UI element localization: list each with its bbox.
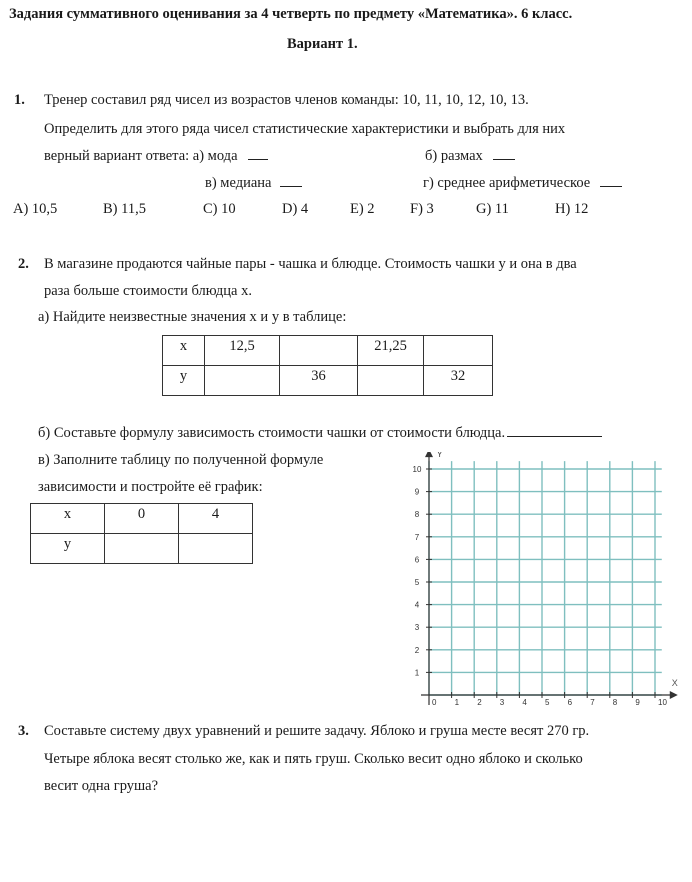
y-axis-label: Y bbox=[437, 452, 443, 460]
option-f[interactable]: F) 3 bbox=[410, 201, 434, 217]
table2-cell[interactable] bbox=[179, 534, 253, 564]
answer-blank-range[interactable] bbox=[493, 148, 515, 160]
task1-mode-label: верный вариант ответа: а) мода bbox=[44, 148, 238, 164]
answer-blank-mean[interactable] bbox=[600, 175, 622, 187]
task1-median-label: в) медиана bbox=[205, 175, 272, 191]
table2-cell[interactable]: 0 bbox=[105, 504, 179, 534]
variant-title: Вариант 1. bbox=[287, 36, 358, 52]
x-tick-label: 6 bbox=[567, 698, 573, 707]
x-tick-label: 10 bbox=[658, 698, 667, 707]
table2-row-y bbox=[31, 534, 253, 564]
table1-row-y bbox=[163, 366, 493, 396]
doc-title: Задания суммативного оценивания за 4 четверть по предмету «Математика». 6 класс. bbox=[9, 6, 573, 22]
y-tick-label: 3 bbox=[414, 623, 420, 633]
task3-number: 3. bbox=[18, 723, 29, 739]
y-tick-label: 7 bbox=[414, 532, 420, 542]
coordinate-grid[interactable] bbox=[405, 452, 685, 714]
task1-number: 1. bbox=[14, 92, 25, 108]
task1-range-label: б) размах bbox=[425, 148, 483, 164]
task2-line2: раза больше стоимости блюдца х. bbox=[44, 283, 252, 299]
y-tick-label: 6 bbox=[414, 555, 420, 565]
table2-cell[interactable]: 4 bbox=[179, 504, 253, 534]
table2-y-label: y bbox=[31, 534, 105, 564]
x-tick-label: 5 bbox=[545, 698, 550, 707]
option-h[interactable]: H) 12 bbox=[555, 201, 589, 217]
option-e[interactable]: Е) 2 bbox=[350, 201, 375, 217]
table2-cell[interactable] bbox=[105, 534, 179, 564]
table2-row-x bbox=[31, 504, 253, 534]
table2-x-label: x bbox=[31, 504, 105, 534]
task3-line2: Четыре яблока весят столько же, как и пять груш. Сколько весит одно яблоко и сколько bbox=[44, 751, 583, 767]
task1-line1: Тренер составил ряд чисел из возрастов членов команды: 10, 11, 10, 12, 10, 13. bbox=[44, 92, 529, 108]
y-tick-label: 10 bbox=[412, 465, 422, 474]
table1-cell[interactable]: 32 bbox=[424, 366, 493, 396]
option-g[interactable]: G) 11 bbox=[476, 201, 509, 217]
x-tick-label: 8 bbox=[612, 698, 618, 707]
task1-line2: Определить для этого ряда чисел статистические характеристики и выбрать для них bbox=[44, 121, 566, 137]
task2-a: а) Найдите неизвестные значения х и у в таблице: bbox=[38, 309, 347, 325]
task2-b-label: б) Составьте формулу зависимость стоимости чашки от стоимости блюдца. bbox=[38, 425, 506, 441]
table1-cell[interactable]: 36 bbox=[280, 366, 358, 396]
answer-blank-median[interactable] bbox=[280, 175, 302, 187]
option-b[interactable]: В) 11,5 bbox=[103, 201, 146, 217]
task2-line1: В магазине продаются чайные пары - чашка и блюдце. Стоимость чашки у и она в два bbox=[44, 256, 577, 272]
task2-v-line2: зависимости и постройте её график: bbox=[38, 479, 263, 495]
table1-row-x bbox=[163, 336, 493, 366]
table1-cell[interactable] bbox=[358, 366, 424, 396]
answer-blank-mode[interactable] bbox=[248, 148, 268, 160]
task1-median bbox=[205, 175, 302, 192]
task1-mean-label: г) среднее арифметическое bbox=[423, 175, 591, 191]
y-tick-label: 4 bbox=[414, 600, 420, 610]
table1-y-label: y bbox=[163, 366, 205, 396]
task2-b bbox=[38, 425, 602, 442]
option-a[interactable]: А) 10,5 bbox=[13, 201, 58, 217]
y-tick-label: 2 bbox=[414, 645, 420, 655]
x-tick-label: 4 bbox=[522, 698, 527, 707]
task3-line3: весит одна груша? bbox=[44, 778, 159, 794]
y-tick-label: 1 bbox=[414, 668, 420, 678]
x-tick-label: 7 bbox=[590, 698, 595, 707]
option-c[interactable]: С) 10 bbox=[203, 201, 236, 217]
x-axis-label: X bbox=[671, 678, 678, 688]
x-tick-label: 1 bbox=[454, 698, 460, 707]
y-tick-label: 8 bbox=[414, 510, 420, 520]
table1-cell[interactable]: 21,25 bbox=[358, 336, 424, 366]
task1-line3 bbox=[44, 148, 268, 165]
table1-cell[interactable] bbox=[205, 366, 280, 396]
table-xy-2 bbox=[30, 503, 253, 564]
task3-line1: Составьте систему двух уравнений и решите задачу. Яблоко и груша месте весят 270 гр. bbox=[44, 723, 590, 739]
x-tick-label: 3 bbox=[499, 698, 505, 707]
table1-cell[interactable] bbox=[280, 336, 358, 366]
y-tick-label: 5 bbox=[414, 578, 420, 587]
option-d[interactable]: D) 4 bbox=[282, 201, 309, 217]
table1-cell[interactable]: 12,5 bbox=[205, 336, 280, 366]
table1-cell[interactable] bbox=[424, 336, 493, 366]
x-tick-label: 9 bbox=[635, 698, 640, 707]
task2-number: 2. bbox=[18, 256, 29, 272]
task1-range bbox=[425, 148, 515, 165]
table1-x-label: x bbox=[163, 336, 205, 366]
x-axis-arrow bbox=[670, 691, 678, 699]
answer-blank-formula[interactable] bbox=[507, 425, 602, 437]
x-tick-label: 2 bbox=[477, 698, 482, 707]
y-axis-arrow bbox=[425, 452, 433, 457]
table-xy-1 bbox=[162, 335, 493, 396]
task1-mean bbox=[423, 175, 622, 192]
task2-v-line1: в) Заполните таблицу по полученной формуле bbox=[38, 452, 324, 468]
x-tick-label: 0 bbox=[432, 698, 437, 707]
y-tick-label: 9 bbox=[414, 487, 420, 497]
